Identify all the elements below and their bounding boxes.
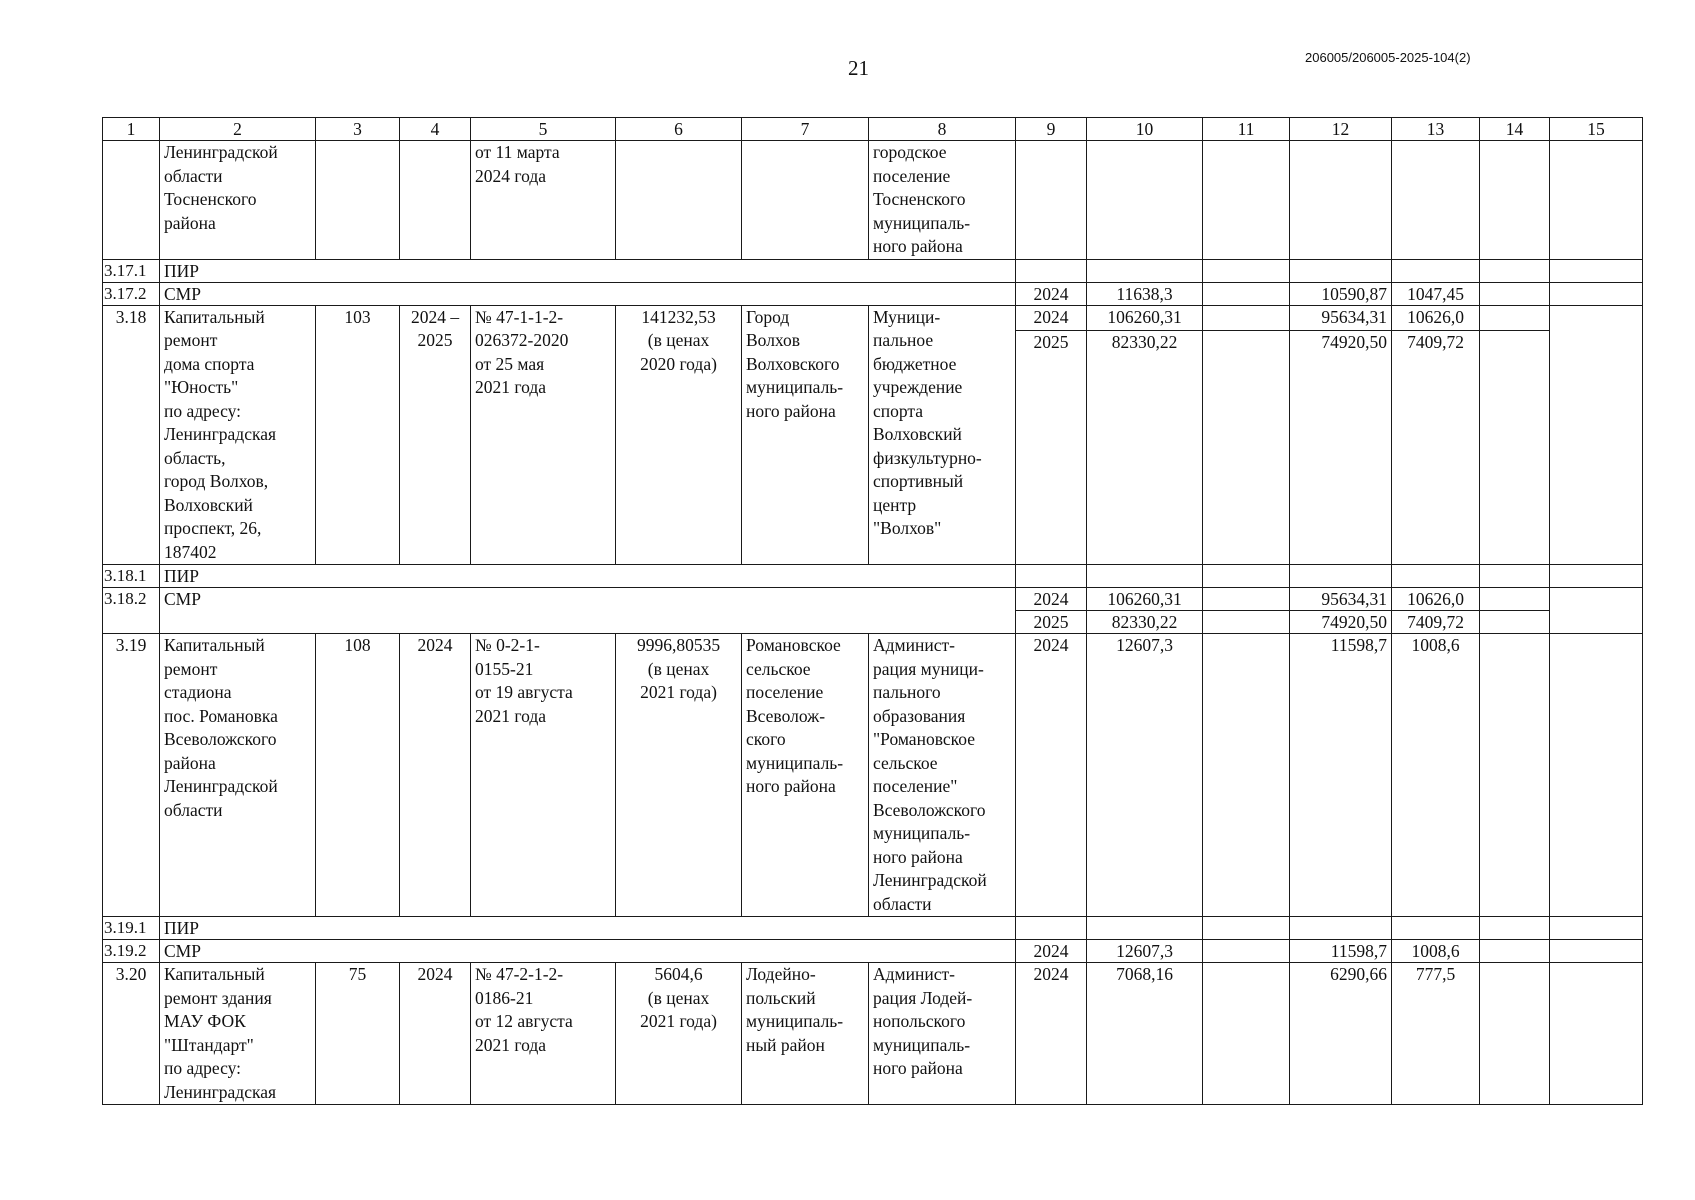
period-cell: 2024 – 2025 [400, 305, 471, 565]
year-cell: 2024 [1016, 963, 1087, 1105]
capacity-cell: 108 [316, 634, 400, 917]
header-cell: 3 [316, 118, 400, 141]
local-cell: 7409,72 [1392, 611, 1480, 634]
row-label: ПИР [160, 565, 1016, 588]
year-cell: 2024 [1016, 305, 1087, 331]
period-cell: 2024 [400, 963, 471, 1105]
total-cell: 82330,22 [1087, 331, 1203, 565]
table-row [103, 305, 1643, 331]
expertise-cell: № 47-2-1-2- 0186-21 от 12 августа 2021 года [471, 963, 616, 1105]
program-table [102, 117, 1643, 1105]
row-label: СМР [160, 588, 1016, 634]
row-code: 3.17.2 [103, 282, 160, 305]
table-row [103, 963, 1643, 1105]
row-code: 3.20 [103, 963, 160, 1105]
customer-cell: городское поселение Тосненского муниципаль- ного района [869, 141, 1016, 260]
local-cell: 10626,0 [1392, 305, 1480, 331]
local-cell: 1008,6 [1392, 940, 1480, 963]
municipality-cell: Романовское сельское поселение Всеволож- ского муниципаль- ного района [742, 634, 869, 917]
local-cell: 7409,72 [1392, 331, 1480, 565]
total-cell: 12607,3 [1087, 940, 1203, 963]
cost-cell: 141232,53 (в ценах 2020 года) [616, 305, 742, 565]
expertise-cell: № 0-2-1- 0155-21 от 19 августа 2021 года [471, 634, 616, 917]
row-code: 3.18 [103, 305, 160, 565]
row-label: ПИР [160, 259, 1016, 282]
cost-cell: 5604,6 (в ценах 2021 года) [616, 963, 742, 1105]
regional-cell: 95634,31 [1290, 305, 1392, 331]
capacity-cell: 75 [316, 963, 400, 1105]
header-cell: 1 [103, 118, 160, 141]
header-cell: 12 [1290, 118, 1392, 141]
local-cell: 10626,0 [1392, 588, 1480, 611]
row-label: СМР [160, 940, 1016, 963]
customer-cell: Админист- рация муници- пального образования "Романовское сельское поселение" Всеволожского муниципаль- ного района Ленинградской области [869, 634, 1016, 917]
table-row [103, 634, 1643, 917]
year-cell: 2024 [1016, 634, 1087, 917]
regional-cell: 6290,66 [1290, 963, 1392, 1105]
year-cell: 2024 [1016, 940, 1087, 963]
total-cell: 82330,22 [1087, 611, 1203, 634]
header-cell: 13 [1392, 118, 1480, 141]
period-cell: 2024 [400, 634, 471, 917]
regional-cell: 74920,50 [1290, 611, 1392, 634]
year-cell: 2024 [1016, 588, 1087, 611]
header-cell: 11 [1203, 118, 1290, 141]
header-cell: 15 [1550, 118, 1643, 141]
header-cell: 9 [1016, 118, 1087, 141]
local-cell: 1008,6 [1392, 634, 1480, 917]
row-code: 3.18.1 [103, 565, 160, 588]
regional-cell: 11598,7 [1290, 940, 1392, 963]
customer-cell: Муници- пальное бюджетное учреждение спорта Волховский физкультурно- спортивный центр "Волхов" [869, 305, 1016, 565]
header-cell: 10 [1087, 118, 1203, 141]
regional-cell: 11598,7 [1290, 634, 1392, 917]
header-cell: 6 [616, 118, 742, 141]
expertise-cell: № 47-1-1-2- 026372-2020 от 25 мая 2021 года [471, 305, 616, 565]
table-row [103, 588, 1643, 611]
row-label: ПИР [160, 917, 1016, 940]
municipality-cell: Лодейно- польский муниципаль- ный район [742, 963, 869, 1105]
row-code: 3.19 [103, 634, 160, 917]
table-row [103, 565, 1643, 588]
total-cell: 106260,31 [1087, 588, 1203, 611]
row-code: 3.17.1 [103, 259, 160, 282]
total-cell: 106260,31 [1087, 305, 1203, 331]
object-name-cell: Ленинградской области Тосненского района [160, 141, 316, 260]
row-code: 3.19.1 [103, 917, 160, 940]
page-number: 21 [848, 56, 869, 80]
regional-cell: 74920,50 [1290, 331, 1392, 565]
regional-cell: 95634,31 [1290, 588, 1392, 611]
object-name-cell: Капитальный ремонт дома спорта "Юность" по адресу: Ленинградская область, город Волхов, Волховский проспект, 26, 187402 [160, 305, 316, 565]
row-code: 3.19.2 [103, 940, 160, 963]
year-cell: 2025 [1016, 611, 1087, 634]
table-row [103, 917, 1643, 940]
row-label: СМР [160, 282, 1016, 305]
local-cell: 777,5 [1392, 963, 1480, 1105]
header-cell: 7 [742, 118, 869, 141]
document-code: 206005/206005-2025-104(2) [1305, 50, 1471, 65]
total-cell: 12607,3 [1087, 634, 1203, 917]
table-row [103, 259, 1643, 282]
capacity-cell: 103 [316, 305, 400, 565]
total-cell: 11638,3 [1087, 282, 1203, 305]
customer-cell: Админист- рация Лодей- нопольского муниципаль- ного района [869, 963, 1016, 1105]
header-cell: 8 [869, 118, 1016, 141]
header-cell: 4 [400, 118, 471, 141]
header-row [103, 118, 1643, 141]
total-cell: 7068,16 [1087, 963, 1203, 1105]
year-cell: 2024 [1016, 282, 1087, 305]
object-name-cell: Капитальный ремонт стадиона пос. Романовка Всеволожского района Ленинградской области [160, 634, 316, 917]
cost-cell: 9996,80535 (в ценах 2021 года) [616, 634, 742, 917]
header-cell: 2 [160, 118, 316, 141]
header-cell: 5 [471, 118, 616, 141]
row-code: 3.18.2 [103, 588, 160, 634]
regional-cell: 10590,87 [1290, 282, 1392, 305]
local-cell: 1047,45 [1392, 282, 1480, 305]
table-row [103, 141, 1643, 260]
object-name-cell: Капитальный ремонт здания МАУ ФОК "Штандарт" по адресу: Ленинградская [160, 963, 316, 1105]
year-cell: 2025 [1016, 331, 1087, 565]
table-row [103, 940, 1643, 963]
expertise-cell: от 11 марта 2024 года [471, 141, 616, 260]
header-cell: 14 [1480, 118, 1550, 141]
municipality-cell: Город Волхов Волховского муниципаль- ного района [742, 305, 869, 565]
table-row [103, 282, 1643, 305]
